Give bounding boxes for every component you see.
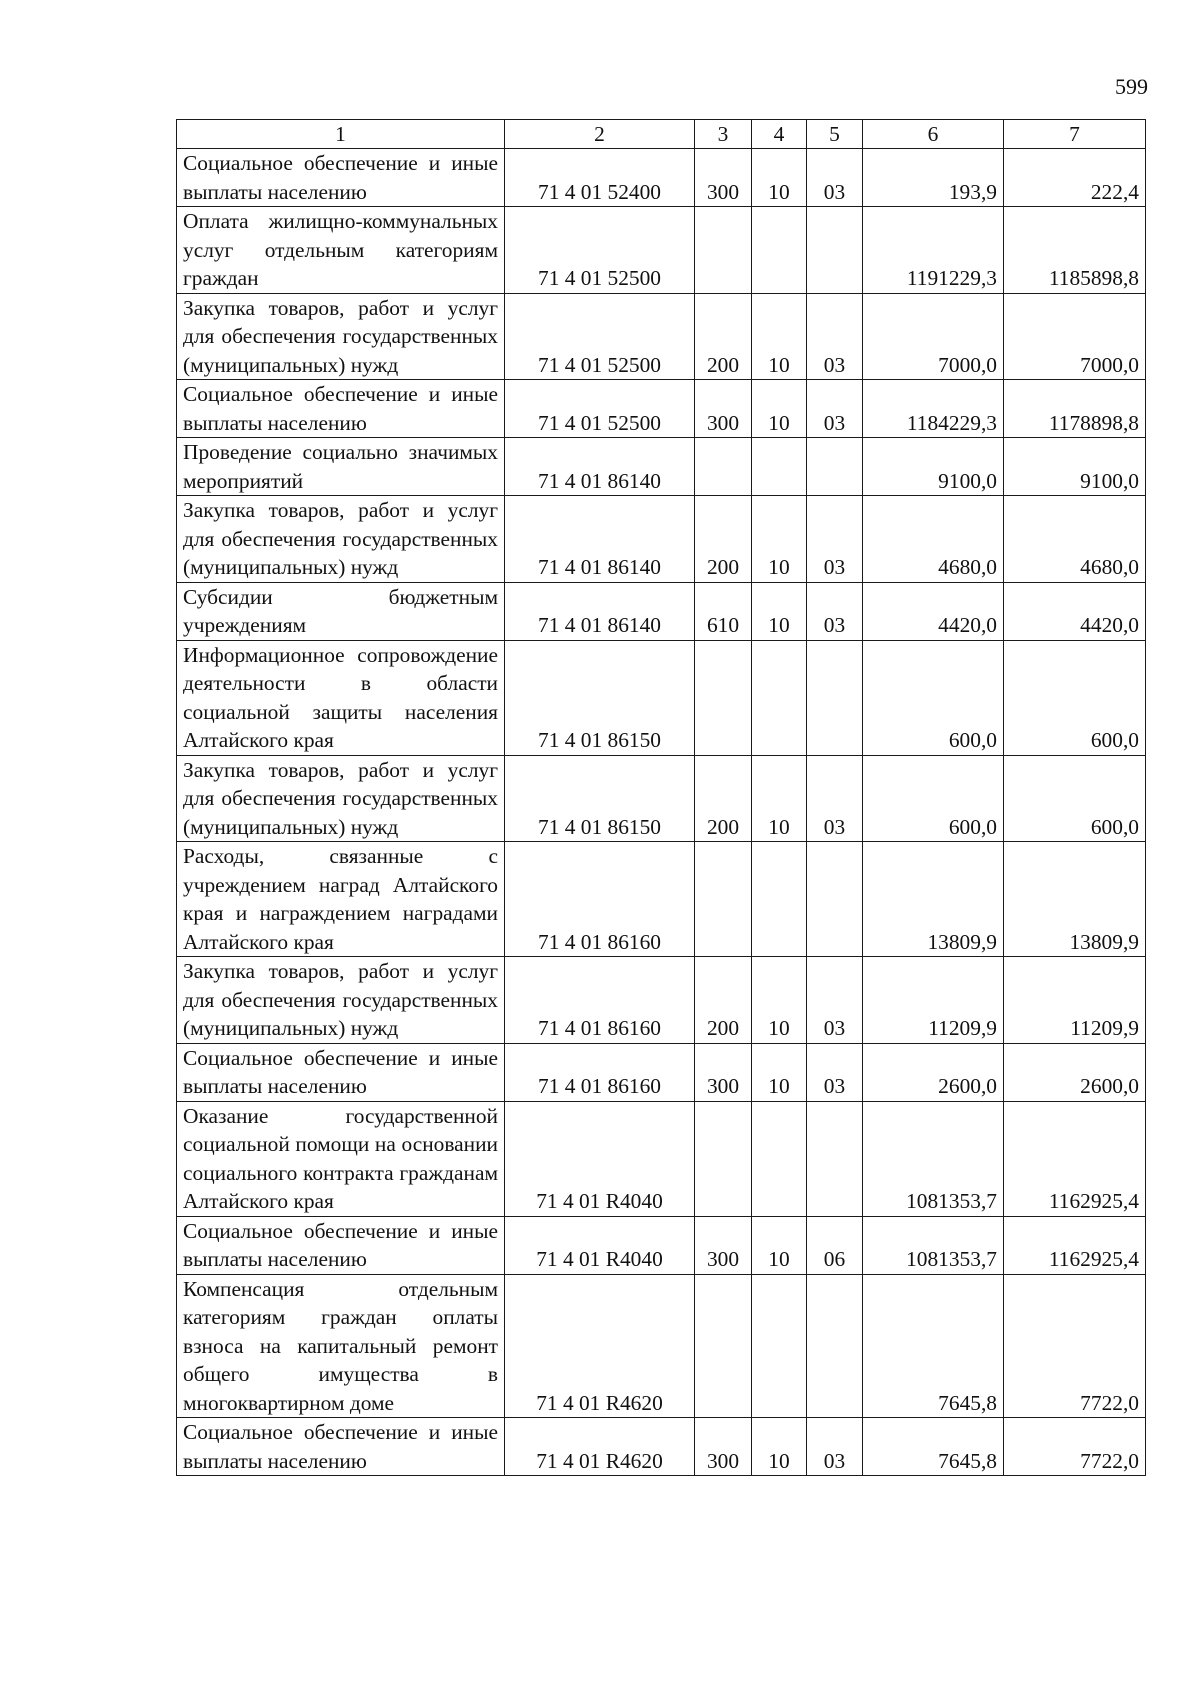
amount-column-7: 7722,0 (1004, 1274, 1146, 1418)
amount-column-7: 11209,9 (1004, 957, 1146, 1044)
section-code: 10 (752, 496, 807, 583)
expense-type-code: 200 (695, 957, 752, 1044)
amount-column-7: 9100,0 (1004, 438, 1146, 496)
expense-name: Социальное обеспечение и иные выплаты населению (177, 1043, 505, 1101)
expense-type-code: 200 (695, 496, 752, 583)
section-code (752, 1274, 807, 1418)
amount-column-7: 1162925,4 (1004, 1216, 1146, 1274)
expense-type-code: 610 (695, 582, 752, 640)
expense-name: Социальное обеспечение и иные выплаты населению (177, 149, 505, 207)
subsection-code (807, 1101, 863, 1216)
amount-column-7: 4680,0 (1004, 496, 1146, 583)
column-header-3: 3 (695, 120, 752, 149)
subsection-code: 03 (807, 293, 863, 380)
section-code: 10 (752, 755, 807, 842)
target-code: 71 4 01 R4040 (505, 1216, 695, 1274)
target-code: 71 4 01 R4620 (505, 1418, 695, 1476)
expense-name: Проведение социально значимых мероприятий (177, 438, 505, 496)
section-code: 10 (752, 957, 807, 1044)
section-code (752, 640, 807, 755)
subsection-code (807, 438, 863, 496)
amount-column-7: 2600,0 (1004, 1043, 1146, 1101)
subsection-code: 06 (807, 1216, 863, 1274)
section-code: 10 (752, 582, 807, 640)
target-code: 71 4 01 86140 (505, 496, 695, 583)
amount-column-6: 2600,0 (863, 1043, 1004, 1101)
column-header-7: 7 (1004, 120, 1146, 149)
amount-column-6: 11209,9 (863, 957, 1004, 1044)
expense-type-code (695, 640, 752, 755)
section-code (752, 438, 807, 496)
table-row (177, 438, 1146, 496)
expense-type-code: 300 (695, 1418, 752, 1476)
table-body (177, 149, 1146, 1476)
amount-column-7: 13809,9 (1004, 842, 1146, 957)
target-code: 71 4 01 86160 (505, 1043, 695, 1101)
amount-column-6: 13809,9 (863, 842, 1004, 957)
amount-column-7: 600,0 (1004, 640, 1146, 755)
amount-column-6: 4680,0 (863, 496, 1004, 583)
subsection-code: 03 (807, 380, 863, 438)
amount-column-6: 600,0 (863, 755, 1004, 842)
section-code (752, 1101, 807, 1216)
amount-column-6: 4420,0 (863, 582, 1004, 640)
target-code: 71 4 01 86160 (505, 957, 695, 1044)
section-code: 10 (752, 1043, 807, 1101)
section-code: 10 (752, 293, 807, 380)
amount-column-7: 600,0 (1004, 755, 1146, 842)
amount-column-6: 193,9 (863, 149, 1004, 207)
amount-column-7: 7000,0 (1004, 293, 1146, 380)
subsection-code: 03 (807, 149, 863, 207)
column-header-4: 4 (752, 120, 807, 149)
amount-column-6: 600,0 (863, 640, 1004, 755)
amount-column-7: 222,4 (1004, 149, 1146, 207)
amount-column-6: 1184229,3 (863, 380, 1004, 438)
expense-name: Социальное обеспечение и иные выплаты населению (177, 1216, 505, 1274)
amount-column-6: 1081353,7 (863, 1101, 1004, 1216)
section-code: 10 (752, 1418, 807, 1476)
table-row (177, 957, 1146, 1044)
amount-column-7: 1178898,8 (1004, 380, 1146, 438)
expense-type-code: 300 (695, 1216, 752, 1274)
subsection-code (807, 1274, 863, 1418)
table-row (177, 1274, 1146, 1418)
target-code: 71 4 01 R4040 (505, 1101, 695, 1216)
amount-column-6: 1081353,7 (863, 1216, 1004, 1274)
table-row (177, 1418, 1146, 1476)
table-row (177, 640, 1146, 755)
table-row (177, 380, 1146, 438)
section-code (752, 842, 807, 957)
section-code: 10 (752, 1216, 807, 1274)
section-code (752, 207, 807, 294)
column-header-6: 6 (863, 120, 1004, 149)
expense-name: Закупка товаров, работ и услуг для обеспечения государственных (муниципальных) нужд (177, 496, 505, 583)
target-code: 71 4 01 86150 (505, 640, 695, 755)
amount-column-7: 1162925,4 (1004, 1101, 1146, 1216)
expense-type-code (695, 1274, 752, 1418)
table-row (177, 496, 1146, 583)
page-number: 599 (1115, 74, 1148, 99)
amount-column-6: 7645,8 (863, 1418, 1004, 1476)
target-code: 71 4 01 86140 (505, 582, 695, 640)
table-row (177, 755, 1146, 842)
amount-column-7: 7722,0 (1004, 1418, 1146, 1476)
expense-name: Расходы, связанные с учреждением наград Алтайского края и награждением наградами Алтайского края (177, 842, 505, 957)
table-row (177, 293, 1146, 380)
budget-table (176, 119, 1146, 1476)
target-code: 71 4 01 86160 (505, 842, 695, 957)
expense-type-code: 200 (695, 293, 752, 380)
section-code: 10 (752, 149, 807, 207)
expense-type-code: 300 (695, 1043, 752, 1101)
expense-name: Закупка товаров, работ и услуг для обеспечения государственных (муниципальных) нужд (177, 957, 505, 1044)
target-code: 71 4 01 52500 (505, 207, 695, 294)
subsection-code: 03 (807, 755, 863, 842)
header-row (177, 120, 1146, 149)
table-row (177, 1101, 1146, 1216)
amount-column-6: 1191229,3 (863, 207, 1004, 294)
amount-column-6: 9100,0 (863, 438, 1004, 496)
expense-type-code (695, 842, 752, 957)
amount-column-7: 1185898,8 (1004, 207, 1146, 294)
subsection-code: 03 (807, 957, 863, 1044)
expense-type-code: 300 (695, 149, 752, 207)
amount-column-7: 4420,0 (1004, 582, 1146, 640)
target-code: 71 4 01 52400 (505, 149, 695, 207)
expense-name: Социальное обеспечение и иные выплаты населению (177, 380, 505, 438)
subsection-code: 03 (807, 1043, 863, 1101)
table-row (177, 207, 1146, 294)
target-code: 71 4 01 86150 (505, 755, 695, 842)
subsection-code (807, 842, 863, 957)
target-code: 71 4 01 R4620 (505, 1274, 695, 1418)
table-row (177, 1043, 1146, 1101)
column-header-5: 5 (807, 120, 863, 149)
expense-type-code (695, 1101, 752, 1216)
subsection-code: 03 (807, 582, 863, 640)
subsection-code (807, 207, 863, 294)
expense-name: Закупка товаров, работ и услуг для обеспечения государственных (муниципальных) нужд (177, 755, 505, 842)
table-row (177, 1216, 1146, 1274)
expense-type-code (695, 438, 752, 496)
subsection-code (807, 640, 863, 755)
table-header (177, 120, 1146, 149)
expense-name: Компенсация отдельным категориям граждан оплаты взноса на капитальный ремонт общего имущества в многоквартирном доме (177, 1274, 505, 1418)
column-header-1: 1 (177, 120, 505, 149)
table-row (177, 842, 1146, 957)
expense-type-code: 300 (695, 380, 752, 438)
amount-column-6: 7645,8 (863, 1274, 1004, 1418)
expense-name: Субсидии бюджетным учреждениям (177, 582, 505, 640)
expense-type-code (695, 207, 752, 294)
amount-column-6: 7000,0 (863, 293, 1004, 380)
expense-name: Оказание государственной социальной помощи на основании социального контракта гражданам Алтайского края (177, 1101, 505, 1216)
target-code: 71 4 01 86140 (505, 438, 695, 496)
table-row (177, 582, 1146, 640)
target-code: 71 4 01 52500 (505, 380, 695, 438)
expense-type-code: 200 (695, 755, 752, 842)
column-header-2: 2 (505, 120, 695, 149)
target-code: 71 4 01 52500 (505, 293, 695, 380)
expense-name: Оплата жилищно-коммунальных услуг отдельным категориям граждан (177, 207, 505, 294)
expense-name: Информационное сопровождение деятельности в области социальной защиты населения Алтайского края (177, 640, 505, 755)
section-code: 10 (752, 380, 807, 438)
subsection-code: 03 (807, 496, 863, 583)
expense-name: Закупка товаров, работ и услуг для обеспечения государственных (муниципальных) нужд (177, 293, 505, 380)
subsection-code: 03 (807, 1418, 863, 1476)
table-row (177, 149, 1146, 207)
expense-name: Социальное обеспечение и иные выплаты населению (177, 1418, 505, 1476)
